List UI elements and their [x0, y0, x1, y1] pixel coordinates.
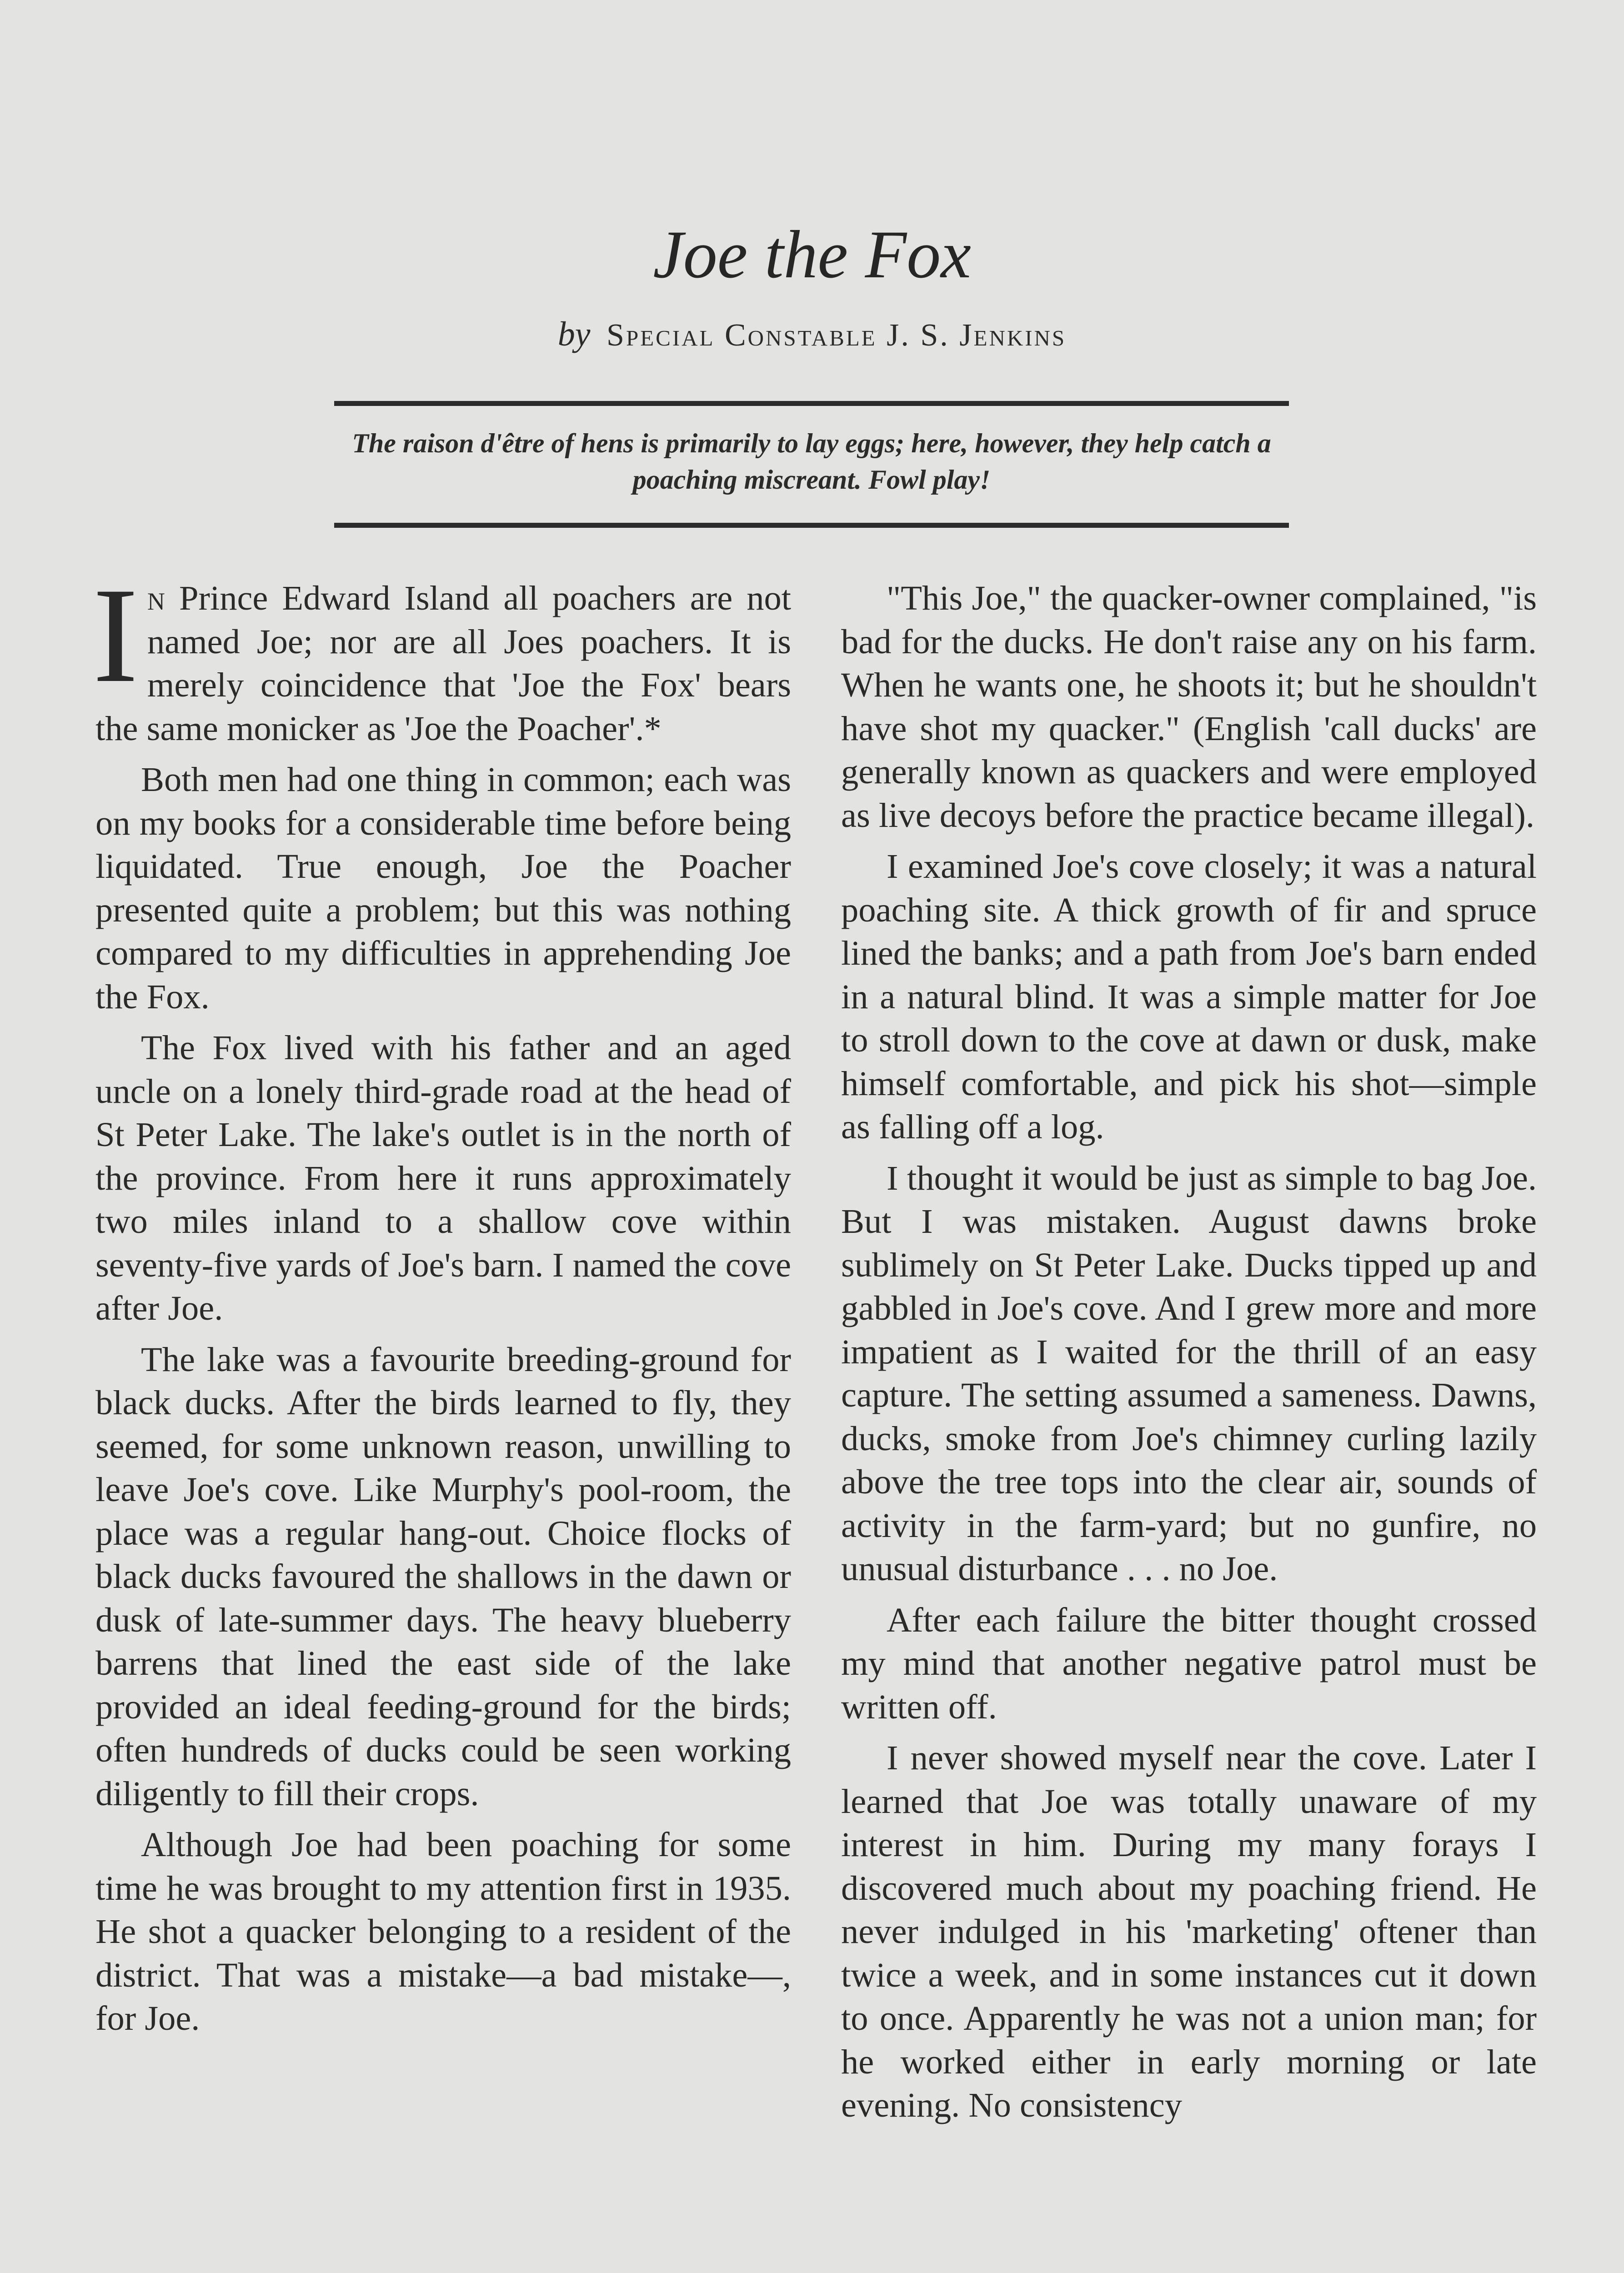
byline-author: Special Constable J. S. Jenkins [606, 318, 1067, 353]
deck-top-rule [334, 401, 1289, 406]
paragraph [93, 560, 791, 750]
deck-bottom-rule [334, 523, 1289, 528]
paragraph: The Fox lived with his father and an aged uncle on a lonely third-grade road at the head of St Peter Lake. The lake's outlet is in the north of the province. From here it runs approximately two miles inland to a shallow cove within seventy-five yards of Joe's barn. I named the cove after Joe. [95, 1028, 791, 1327]
paragraph: I never showed myself near the cove. Later I learned that Joe was totally unaware of my interest in him. During my many forays I discovered much about my poaching friend. He never indulged in his 'marketing' oftener than twice a week, and in some instances cut it down to once. Apparently he was not a union man; for he worked either in early morning or late evening. No consistency [841, 1738, 1537, 2124]
byline-prefix: by [557, 315, 591, 353]
paragraph: I examined Joe's cove closely; it was a natural poaching site. A thick growth of fir and spruce lined the banks; and a path from Joe's barn ended in a natural blind. It was a simple matter for Joe to stroll down to the cove at dawn or dusk, make himself comfortable, and pick his shot—simple as falling off a log. [841, 847, 1537, 1146]
drop-cap: I [93, 560, 138, 711]
paragraph: "This Joe," the quacker-owner complained, "is bad for the ducks. He don't raise any on his farm. When he wants one, he shoots it; but he shouldn't have shot my quacker." (English 'call ducks' are generally known as quackers and were employed as live decoys before the practice became illegal). [841, 579, 1537, 835]
paragraph: After each failure the bitter thought crossed my mind that another negative patrol must be written off. [841, 1600, 1537, 1726]
paragraph-text: Prince Edward Island all poachers are not named Joe; nor are all Joes poachers. It is merely coincidence that 'Joe the Fox' bears the same monicker as 'Joe the Poacher'.* [95, 579, 791, 748]
paragraph: Although Joe had been poaching for some time he was brought to my attention first in 1935. He shot a quacker belonging to a resident of the district. That was a mistake—a bad mistake—, for Joe. [95, 1825, 791, 2038]
article-title: Joe the Fox [653, 217, 971, 292]
paragraph: I thought it would be just as simple to bag Joe. But I was mistaken. August dawns broke sublimely on St Peter Lake. Ducks tipped up and gabbled in Joe's cove. And I grew more and more impatient as I waited for the thrill of an easy capture. The setting assumed a sameness. Dawns, ducks, smoke from Joe's chimney curling lazily above the tree tops into the clear air, sounds of activity in the farm-yard; but no gunfire, no unusual disturbance . . . no Joe. [841, 1158, 1537, 1588]
right-column [841, 576, 1537, 2135]
left-column [93, 560, 791, 2048]
article-deck: The raison d'être of hens is primarily to lay eggs; here, however, they help catch a poaching miscreant. Fowl play! [352, 428, 1271, 495]
byline [0, 314, 1624, 356]
paragraph: The lake was a favourite breeding-ground for black ducks. After the birds learned to fly, they seemed, for some unknown reason, unwilling to leave Joe's cove. Like Murphy's pool-room, the place was a regular hang-out. Choice flocks of black ducks favoured the shallows in the dawn or dusk of late-summer days. The heavy blueberry barrens that lined the east side of the lake provided an ideal feeding-ground for the birds; often hundreds of ducks could be seen working diligently to fill their crops. [95, 1340, 791, 1813]
opening-small-caps: n [147, 579, 165, 617]
paragraph: Both men had one thing in common; each was on my books for a considerable time before being liquidated. True enough, Joe the Poacher presented quite a problem; but this was nothing compared to my difficulties in apprehending Joe the Fox. [95, 760, 791, 1016]
